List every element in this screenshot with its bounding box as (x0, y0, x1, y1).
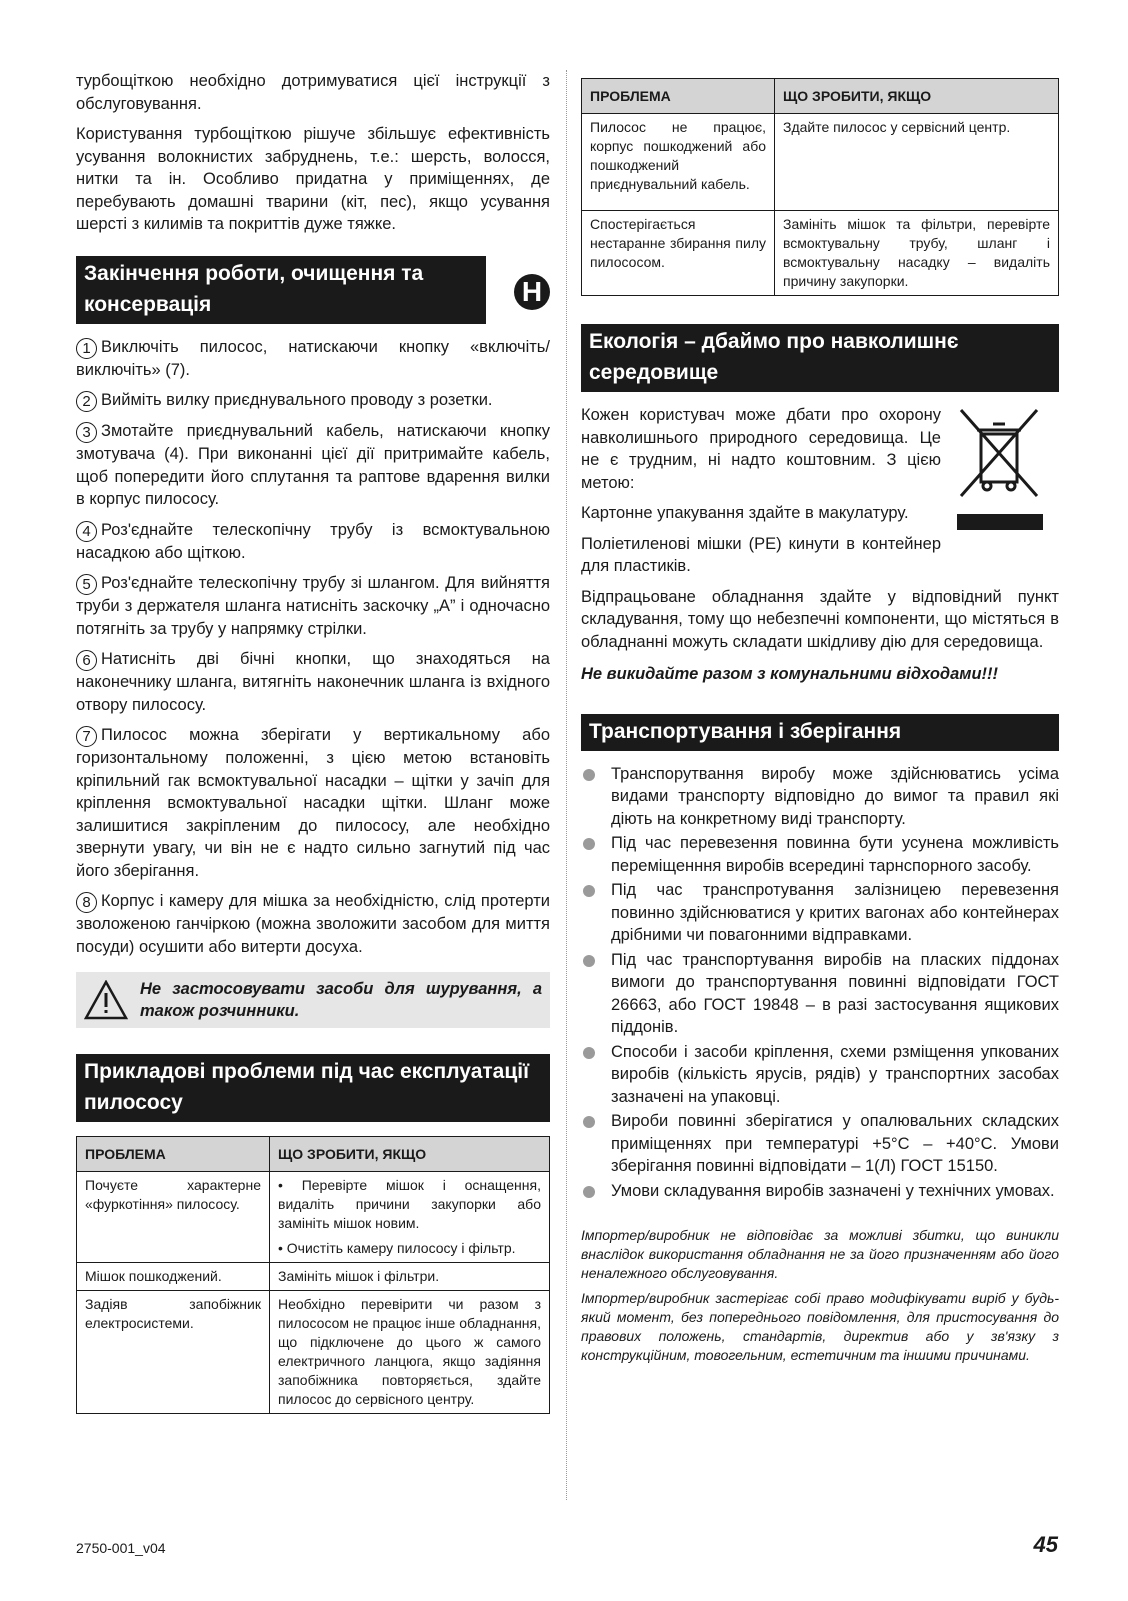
problem-cell: Почуєте характерне «фуркотіння» пилососу. (77, 1172, 270, 1263)
eco-paragraph: Картонне упакування здайте в макулатуру. (581, 504, 909, 522)
step-number: 3 (76, 422, 97, 443)
eco-icon-wrapper (949, 404, 1059, 586)
step-text: Змотайте приєднувальний кабель, натискаючи кнопку змотувача (4). При виконанні цієї дії притримайте кабель, щоб попередити його сплутання та раптове вдарення вилки в корпус пилососу. (76, 422, 550, 508)
step-text: Пилосос можна зберігати у вертикальному або горизонтальному положенні, з цією метою встановіть кріпильний гак всмоктувальної насадки – щітки у зачіп для кріплення всмоктувальної насадки щітки. Шланг може залишитися закріпленим до пилососу, але необхідно звернути увагу, чи він не є надто сильно загнутий під час його зберігання. (76, 726, 550, 880)
eco-header (581, 324, 1059, 392)
problem-cell: Задіяв запобіжник електросистеми. (77, 1291, 270, 1414)
list-item: Способи і засоби кріплення, схеми рзміщення упкованих виробів (кількість ярусів, рядів) у транспортних засобах зазначені на упаковці. (581, 1041, 1059, 1109)
section-h-title: Закінчення роботи, очищення та консервація (76, 256, 486, 324)
eco-warning: Не викидайте разом з комунальними відходами!!! (581, 665, 999, 683)
eco-paragraph: Кожен користувач може дбати про охорону навколишнього природного середовища. Це не є трудним, ні надто коштовним. З цією метою: (581, 406, 941, 492)
list-item: Вироби повинні зберігатися у опалювальних складских приміщеннях при температурі +5°С – +40°С. Умови зберігання повинні відповідати – 1(Л) ГОСТ 15150. (581, 1110, 1059, 1178)
problem-cell: Пилосос не працює, корпус пошкоджений або пошкоджений приєднувальний кабель. (582, 114, 775, 211)
column-divider (566, 70, 567, 1500)
step-1 (76, 336, 550, 382)
warning-box (76, 972, 550, 1028)
section-h-header (76, 256, 550, 324)
step-number: 6 (76, 650, 97, 671)
action-cell: Необхідно перевірити чи разом з пилососом не працює інше обладнання, що підключене до цього ж самого електричного ланцюга, якщо задіяння запобіжника повторяється, здайте пилосос до сервісного центру. (270, 1291, 550, 1414)
transport-list (581, 763, 1059, 1203)
table-header-problem: ПРОБЛЕМА (582, 79, 775, 114)
action-cell (270, 1172, 550, 1263)
step-number: 1 (76, 338, 97, 359)
section-h-badge: H (514, 274, 550, 310)
list-item: Під час транспортування виробів на пласких піддонах вимоги до транспортування повинні відповідати ГОСТ 26663, або ГОСТ 19848 – в разі застосування ящикових піддонів. (581, 949, 1059, 1039)
intro-paragraph-2: Користування турбощіткою рішуче збільшує ефективність усування волокнистих забруднень, т.е.: шерсть, волосся, нитки та ін. Особливо придатна у приміщеннях, де перебувають домашні тварини (кіт, пес), якщо усування шерсті з килимів та покриттів дуже тяжке. (76, 125, 550, 233)
intro-paragraph-1: турбощіткою необхідно дотримуватися цієї інструкції з обслуговування. (76, 72, 550, 113)
eco-block (581, 404, 1059, 586)
step-number: 8 (76, 892, 97, 913)
problems-title: Прикладові проблеми під час експлуатації пилососу (76, 1054, 550, 1122)
step-2 (76, 389, 550, 412)
table-row (582, 114, 1059, 211)
eco-paragraph: Відпрацьоване обладнання здайте у відповідний пункт складування, тому що небезпечні компоненти, що містяться в обладнанні можуть складати шкідливу дію для середовища. (581, 587, 1059, 651)
action-text: • Очистіть камеру пилососу і фільтр. (278, 1240, 516, 1256)
crossed-out-bin-icon (949, 404, 1053, 534)
left-column (76, 70, 550, 1414)
problem-cell: Спостерігається нестаранне збирання пилу пилососом. (582, 211, 775, 296)
problems-header (76, 1054, 550, 1122)
disclaimer: Імпортер/виробник не відповідає за можливі збитки, що виникли внаслідок використання обладнання не за його призначенням або його неналежного обслуговування. (581, 1227, 1059, 1281)
warning-text: Не застосовувати засоби для шурування, а також розчинники. (140, 980, 542, 1020)
action-cell: Здайте пилосос у сервісний центр. (775, 114, 1059, 211)
list-item: Умови складування виробів зазначені у технічних умовах. (581, 1180, 1059, 1203)
step-number: 4 (76, 521, 97, 542)
transport-title: Транспортування і зберігання (581, 714, 1059, 751)
list-item: Під час перевезення повинна бути усунена можливість переміщенння виробів всередині тарнспорного засобу. (581, 832, 1059, 877)
table-header-problem: ПРОБЛЕМА (77, 1137, 270, 1172)
action-text: • Перевірте мішок і оснащення, видаліть причини закупорки або замініть мішок новим. (278, 1177, 541, 1231)
action-cell: Замініть мішок та фільтри, перевірте всмоктувальну трубу, шланг і всмоктувальну насадку – видаліть причину закупорки. (775, 211, 1059, 296)
problem-cell: Мішок пошкоджений. (77, 1263, 270, 1291)
right-column (581, 78, 1059, 1371)
list-item: Транспорутвання виробу може здійснюватись усіма видами транспорту відповідно до вимог та правил які діють на конкретному виді транспорту. (581, 763, 1059, 831)
step-text: Вийміть вилку приєднувального проводу з розетки. (101, 391, 493, 409)
transport-header (581, 714, 1059, 751)
step-text: Роз'єднайте телескопічну трубу зі шлангом. Для вийняття труби з держателя шланга натисніть заскочку „A” і одночасно потягніть за трубу у напрямку стрілки. (76, 574, 550, 638)
page-number: 45 (1033, 1532, 1058, 1557)
document-code: 2750-001_v04 (76, 1540, 166, 1556)
step-text: Корпус і камеру для мішка за необхідністю, слід протерти зволоженою ганчіркою (можна зволожити засобом для миття посуди) осушити або витерти досуха. (76, 892, 550, 956)
table-row (77, 1172, 550, 1263)
step-6 (76, 648, 550, 716)
step-text: Виключіть пилосос, натискаючи кнопку «включіть/виключіть» (7). (76, 337, 550, 379)
step-5 (76, 572, 550, 640)
table-row (77, 1263, 550, 1291)
table-header-action: ЩО ЗРОБИТИ, ЯКЩО (270, 1137, 550, 1172)
step-text: Натисніть дві бічні кнопки, що знаходяться на наконечнику шланга, витягніть наконечник шланга із вхідного отвору пилососу. (76, 650, 550, 714)
step-8 (76, 890, 550, 958)
step-number: 2 (76, 391, 97, 412)
step-7 (76, 724, 550, 882)
table-header-action: ЩО ЗРОБИТИ, ЯКЩО (775, 79, 1059, 114)
action-cell: Замініть мішок і фільтри. (270, 1263, 550, 1291)
step-number: 7 (76, 726, 97, 747)
list-item: Під час транспротування залізницею перевезення повинно здійснюватися у критих вагонах або контейнерах дрібними чи повагонними відправками. (581, 879, 1059, 947)
eco-paragraph: Поліетиленові мішки (PE) кинути в контейнер для пластиків. (581, 534, 941, 575)
problems-table-right (581, 78, 1059, 296)
eco-title: Екологія – дбаймо про навколишнє середовище (581, 324, 1059, 392)
warning-triangle-icon (84, 980, 128, 1020)
disclaimer: Імпортер/виробник застерігає собі право модифікувати виріб у будь-який момент, без попереднього повідомлення, для пристосування до правових положень, стандартів, директив або у зв'язку з конструкційним, товогельним, естетичним та іншими причинами. (581, 1290, 1059, 1363)
step-4 (76, 519, 550, 565)
step-3 (76, 420, 550, 511)
table-row (582, 211, 1059, 296)
table-row (77, 1291, 550, 1414)
step-number: 5 (76, 574, 97, 595)
problems-table-left (76, 1136, 550, 1414)
step-text: Роз'єднайте телескопічну трубу із всмоктувальною насадкою або щіткою. (76, 520, 550, 562)
eco-text (581, 404, 941, 586)
